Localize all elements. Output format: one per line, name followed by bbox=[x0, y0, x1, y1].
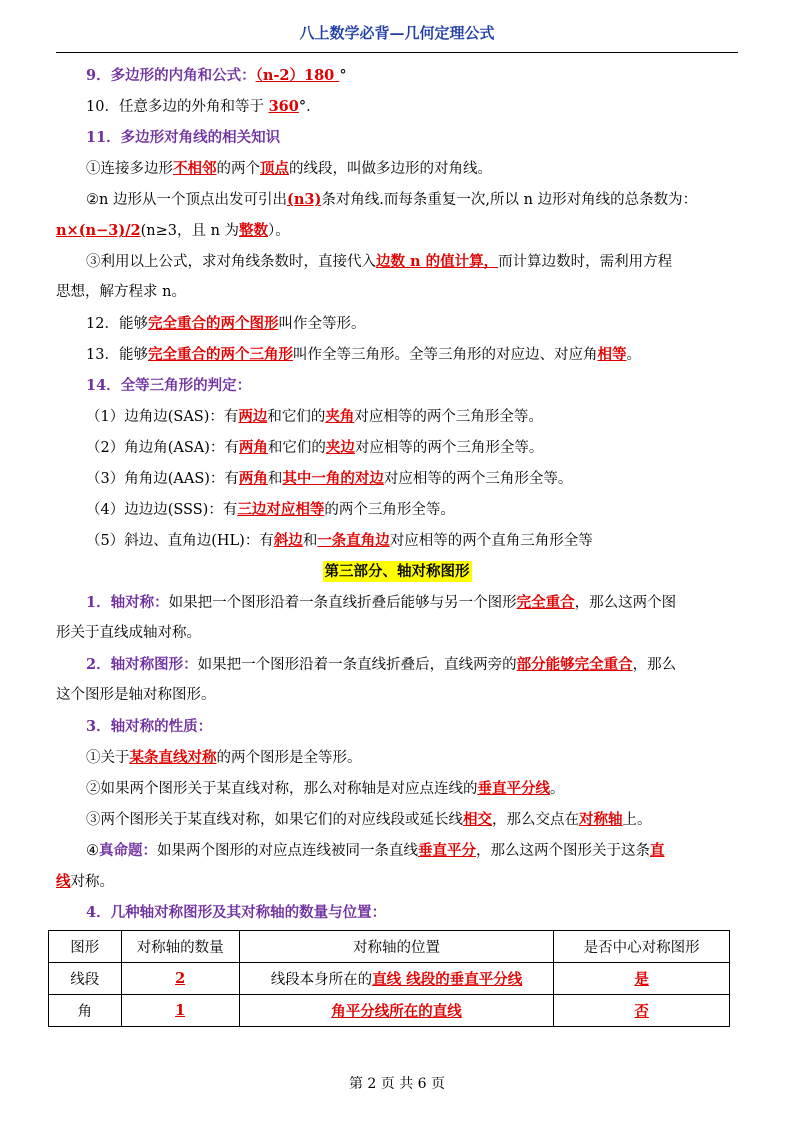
heading-text: 4．几种轴对称图形及其对称轴的数量与位置： bbox=[86, 904, 387, 921]
body-text: ，那么 bbox=[632, 657, 677, 673]
answer-text: 一条直角边 bbox=[317, 532, 390, 549]
body-text: 上。 bbox=[622, 812, 652, 828]
answer-text: 两边 bbox=[238, 408, 268, 425]
table-header-cell: 图形 bbox=[49, 931, 122, 963]
answer-text: 整数 bbox=[239, 222, 269, 239]
text-line bbox=[56, 153, 738, 184]
table-header-row bbox=[49, 931, 730, 963]
body-text: 线段 bbox=[70, 972, 100, 988]
answer-text: 其中一角的对边 bbox=[282, 470, 384, 487]
section-title: 第三部分、轴对称图形 bbox=[324, 563, 470, 580]
answer-text: 垂直平分线 bbox=[477, 780, 550, 797]
body-text: 叫作全等三角形。全等三角形的对应边、对应角 bbox=[292, 347, 598, 363]
body-text: （2）角边角(ASA)：有 bbox=[86, 440, 239, 456]
answer-text: （n-2）180 bbox=[255, 67, 340, 84]
body-text: 12．能够 bbox=[86, 316, 148, 332]
body-text: 对应相等的两个三角形全等。 bbox=[354, 409, 543, 425]
answer-text: 两角 bbox=[238, 470, 268, 487]
answer-text: 角平分线所在的直线 bbox=[331, 1003, 462, 1020]
body-text: ①连接多边形 bbox=[86, 161, 173, 177]
body-text: 10．任意多边的外角和等于 bbox=[86, 99, 269, 115]
heading-text: 3．轴对称的性质： bbox=[86, 718, 213, 735]
text-line bbox=[56, 649, 738, 680]
body-text: 的两个 bbox=[216, 161, 260, 177]
answer-text: 相等 bbox=[597, 346, 627, 363]
body-text: ° bbox=[339, 68, 347, 84]
body-text: ②n 边形从一个顶点出发可引出 bbox=[86, 192, 287, 208]
text-line bbox=[56, 711, 738, 742]
table-cell bbox=[554, 995, 730, 1027]
table-cell bbox=[239, 963, 554, 995]
heading-text: 1．轴对称： bbox=[86, 594, 169, 611]
answer-text: (n3) bbox=[286, 191, 322, 208]
header-divider bbox=[56, 52, 738, 53]
answer-text: 顶点 bbox=[260, 160, 289, 177]
body-text: 角 bbox=[77, 1004, 93, 1020]
text-line bbox=[56, 184, 738, 215]
body-text: 对应相等的两个三角形全等。 bbox=[354, 440, 544, 456]
text-line bbox=[56, 60, 738, 91]
table-header-cell: 对称轴的数量 bbox=[121, 931, 239, 963]
body-text: 对称。 bbox=[70, 874, 114, 890]
answer-text: 部分能够完全重合 bbox=[516, 656, 633, 673]
body-text: 的两个图形是全等形。 bbox=[216, 750, 362, 766]
body-text: 叫作全等形。 bbox=[278, 316, 366, 332]
heading-text: 11．多边形对角线的相关知识 bbox=[86, 129, 281, 146]
body-text: (n≥3，且 n 为 bbox=[140, 223, 240, 239]
answer-text: 两角 bbox=[238, 439, 268, 456]
page-footer: 第 2 页 共 6 页 bbox=[348, 1076, 446, 1092]
heading-text: 14．全等三角形的判定： bbox=[86, 377, 252, 394]
answer-text: 边数 n 的值计算， bbox=[376, 253, 499, 270]
body-text: ③两个图形关于某直线对称，如果它们的对应线段或延长线 bbox=[86, 812, 463, 828]
answer-text: 360 bbox=[268, 98, 299, 115]
answer-text: 线 bbox=[56, 873, 71, 890]
text-line bbox=[56, 122, 738, 153]
body-text: 的两个三角形全等。 bbox=[324, 502, 455, 518]
body-text: 13．能够 bbox=[86, 347, 148, 363]
answer-text: 三边对应相等 bbox=[237, 501, 325, 518]
body-text: 如果把一个图形沿着一条直线折叠后能够与另一个图形 bbox=[168, 595, 517, 611]
body-text: ，那么这两个图形关于这条 bbox=[476, 843, 650, 859]
heading-text: 2．轴对称图形： bbox=[86, 656, 198, 673]
answer-text: 直 bbox=[650, 842, 665, 859]
body-text: 条对角线.而每条重复一次,所以 n 边形对角线的总条数为： bbox=[321, 192, 698, 208]
answer-text: 夹边 bbox=[325, 439, 355, 456]
text-line bbox=[56, 587, 738, 618]
table-row bbox=[49, 963, 730, 995]
body-text: 而计算边数时，需利用方程 bbox=[498, 254, 673, 270]
table-cell bbox=[554, 963, 730, 995]
text-line bbox=[56, 370, 738, 401]
body-text: ④ bbox=[86, 843, 99, 859]
body-text: 和它们的 bbox=[267, 409, 326, 425]
text-line bbox=[56, 91, 738, 122]
text-line bbox=[56, 866, 738, 897]
answer-text: 完全重合的两个图形 bbox=[147, 315, 279, 332]
body-text: 。 bbox=[626, 347, 641, 363]
body-text: 和 bbox=[302, 533, 318, 549]
body-text: 对应相等的两个三角形全等。 bbox=[383, 471, 573, 487]
body-text: （1）边角边(SAS)：有 bbox=[86, 409, 239, 425]
answer-text: 1 bbox=[175, 1002, 186, 1019]
table-header-cell: 对称轴的位置 bbox=[239, 931, 554, 963]
body-text: 。 bbox=[550, 781, 565, 797]
answer-text: 垂直平分 bbox=[418, 842, 476, 859]
answer-text: 完全重合的两个三角形 bbox=[147, 346, 293, 363]
table-row bbox=[49, 995, 730, 1027]
answer-text: 不相邻 bbox=[173, 160, 217, 177]
body-text: ②如果两个图形关于某直线对称，那么对称轴是对应点连线的 bbox=[86, 781, 478, 797]
text-line bbox=[56, 463, 738, 494]
section-heading bbox=[56, 556, 738, 587]
table-cell bbox=[49, 963, 122, 995]
body-text: 如果两个图形的对应点连线被同一条直线 bbox=[157, 843, 418, 859]
table-cell bbox=[49, 995, 122, 1027]
body-text: ，那么交点在 bbox=[492, 812, 579, 828]
answer-text: 相交 bbox=[463, 811, 492, 828]
body-text: 思想，解方程求 n。 bbox=[56, 284, 186, 300]
text-line bbox=[56, 277, 738, 308]
text-line bbox=[56, 215, 738, 246]
answer-text: n×(n−3)/2 bbox=[56, 222, 141, 239]
body-text: （5）斜边、直角边(HL)：有 bbox=[86, 533, 274, 549]
body-text: 线段本身所在的 bbox=[270, 972, 373, 988]
body-text: °． bbox=[298, 99, 321, 115]
table-cell bbox=[239, 995, 554, 1027]
answer-text: 斜边 bbox=[273, 532, 303, 549]
table-cell bbox=[121, 963, 239, 995]
text-line bbox=[56, 804, 738, 835]
heading-text: 真命题： bbox=[99, 842, 157, 859]
body-text: 这个图形是轴对称图形。 bbox=[56, 687, 216, 703]
answer-text: 夹角 bbox=[325, 408, 355, 425]
answer-text: 否 bbox=[634, 1003, 649, 1020]
body-text: 的线段，叫做多边形的对角线。 bbox=[289, 161, 492, 177]
answer-text: 2 bbox=[175, 970, 186, 987]
text-line bbox=[56, 308, 738, 339]
document-body bbox=[56, 60, 738, 1027]
page-header-title: 八上数学必背—几何定理公式 bbox=[299, 24, 495, 42]
text-line bbox=[56, 525, 738, 556]
answer-text: 是 bbox=[634, 971, 649, 988]
answer-text: 对称轴 bbox=[579, 811, 623, 828]
symmetry-table bbox=[48, 930, 730, 1027]
body-text: ③利用以上公式，求对角线条数时，直接代入 bbox=[86, 254, 376, 270]
heading-text: 9．多边形的内角和公式： bbox=[86, 67, 256, 84]
text-line bbox=[56, 680, 738, 711]
text-line bbox=[56, 494, 738, 525]
table-cell bbox=[121, 995, 239, 1027]
body-text: 对应相等的两个直角三角形全等 bbox=[389, 533, 593, 549]
body-text: ①关于 bbox=[86, 750, 130, 766]
text-line bbox=[56, 246, 738, 277]
body-text: （4）边边边(SSS)：有 bbox=[86, 502, 238, 518]
text-line bbox=[56, 618, 738, 649]
answer-text: 某条直线对称 bbox=[129, 749, 217, 766]
body-text: 形关于直线成轴对称。 bbox=[56, 625, 201, 641]
body-text: ）。 bbox=[268, 223, 290, 239]
text-line bbox=[56, 339, 738, 370]
body-text: 如果把一个图形沿着一条直线折叠后，直线两旁的 bbox=[197, 657, 517, 673]
body-text: 和它们的 bbox=[267, 440, 326, 456]
text-line bbox=[56, 897, 738, 928]
text-line bbox=[56, 432, 738, 463]
table-header-cell: 是否中心对称图形 bbox=[554, 931, 730, 963]
body-text: （3）角角边(AAS)：有 bbox=[86, 471, 239, 487]
text-line bbox=[56, 773, 738, 804]
text-line bbox=[56, 835, 738, 866]
text-line bbox=[56, 742, 738, 773]
answer-text: 完全重合 bbox=[516, 594, 575, 611]
answer-text: 直线 线段的垂直平分线 bbox=[372, 971, 523, 988]
body-text: ，那么这两个图 bbox=[574, 595, 677, 611]
body-text: 和 bbox=[267, 471, 283, 487]
text-line bbox=[56, 401, 738, 432]
